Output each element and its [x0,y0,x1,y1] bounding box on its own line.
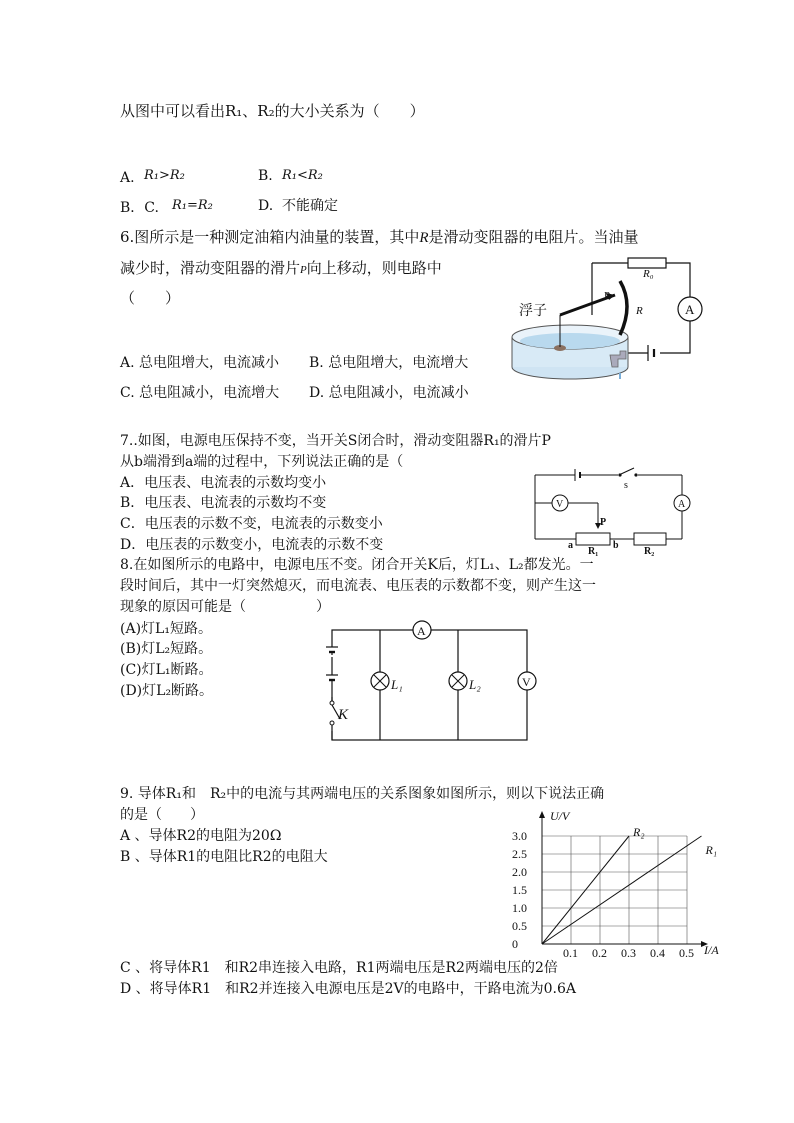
prev-question-stem: 从图中可以看出R₁、R₂的大小关系为（ ） [120,102,425,120]
q7-voltmeter-label: V [556,499,564,510]
q6-stem-line1 [120,227,639,248]
q9-option-d: D 、将导体R1 和R2并连接入电源电压是2V的电路中，干路电流为0.6A [120,981,576,997]
q9-ui-chart [500,808,730,958]
q8-ammeter-label: A [417,624,426,638]
q7-switch-label: s [624,480,628,491]
series-label: R₁ [705,843,718,857]
y-axis-label: U/V [550,809,570,823]
x-tick-label: 0.2 [592,946,607,960]
prev-option-c-text: R₁=R₂ [172,198,213,213]
prev-option-b-label: B. [258,168,273,184]
q7-option-a: A．电压表、电流表的示数均变小 [120,475,327,491]
chart-tick-labels [512,829,694,960]
series-label: R₂ [633,825,645,839]
q6-line2-p: P [300,264,307,276]
q7-end-a-label: a [568,540,573,551]
q7-end-b-label: b [613,540,619,551]
y-tick-label: 0 [512,937,518,951]
y-tick-label: 2.5 [512,847,527,861]
q6-line2-b: 向上移动，则电路中 [306,259,442,277]
q9-option-b: B 、导体R1的电阻比R2的电阻大 [120,849,328,865]
q9-stem-line2: 的是（ ） [120,807,204,823]
q6-stem-line2 [120,258,442,280]
q6-option-d: D. 总电阻减小，电流减小 [309,385,469,401]
q6-option-a: A. 总电阻增大，电流减小 [120,355,280,371]
chart-axes [539,811,708,947]
q8-stem-line1: 8.在如图所示的电路中，电源电压不变。闭合开关K后，灯L₁、L₂都发光。一 [120,557,594,573]
q8-l2-label: L₂ [469,677,481,692]
q7-stem-line1: 7..如图，电源电压保持不变，当开关S闭合时，滑动变阻器R₁的滑片P [120,433,551,449]
q6-line1-r: R [419,230,429,246]
q6-slider-p-label: P [604,290,611,302]
q7-stem-line2: 从b端滑到a端的过程中，下列说法正确的是（ [120,454,404,470]
q6-r-label: R [636,305,643,317]
prev-option-b-text: R₁<R₂ [282,168,323,183]
x-tick-label: 0.4 [650,946,665,960]
q6-ammeter-label: A [685,302,695,317]
q6-resistor-arc [620,281,627,335]
q7-option-b: B．电压表、电流表的示数均不变 [120,495,327,511]
q7-r2-resistor [634,533,666,545]
q9-stem-line1: 9. 导体R₁和 R₂中的电流与其两端电压的关系图象如图所示，则以下说法正确 [120,786,605,802]
q7-ammeter-label: A [678,499,686,510]
q7-slider-p-label: P [600,517,607,528]
q7-option-d: D．电压表的示数变小，电流表的示数不变 [120,537,384,553]
q8-stem-line3: 现象的原因可能是（ ） [120,599,330,615]
chart-grid [542,836,687,944]
y-tick-label: 3.0 [512,829,527,843]
q8-l1-label: L₁ [391,677,403,692]
q6-r0-resistor [628,258,666,268]
prev-option-a-text: R₁>R₂ [144,168,185,183]
q8-voltmeter-label: V [522,675,531,689]
q7-r1-resistor [576,533,610,545]
q8-option-d: (D)灯L₂断路。 [120,683,214,699]
q7-circuit-figure [530,455,700,555]
q6-option-b: B. 总电阻增大，电流增大 [309,355,469,371]
q6-float-label: 浮子 [519,303,547,319]
q7-r1-label: R₁ [588,546,599,557]
q6-option-c: C. 总电阻减小，电流增大 [120,385,280,401]
y-tick-label: 2.0 [512,865,527,879]
q8-stem-line2: 段时间后，其中一灯突然熄灭，而电流表、电压表的示数都不变，则产生这一 [120,578,596,594]
prev-option-a-label: A. [120,170,135,186]
x-tick-label: 0.3 [621,946,636,960]
x-axis-label: I/A [704,943,719,957]
q6-oil-gauge-figure [510,255,715,390]
q6-line2-a: 减少时，滑动变阻器的滑片 [120,259,301,277]
x-tick-label: 0.1 [563,946,578,960]
q8-option-b: (B)灯L₂短路。 [120,641,213,657]
q7-r2-label: R₂ [644,546,655,557]
q8-option-c: (C)灯L₁断路。 [120,662,213,678]
q8-option-a: (A)灯L₁短路。 [120,621,212,637]
q6-stem-line3: （ ） [120,289,181,307]
x-tick-label: 0.5 [679,946,694,960]
prev-option-d-label: D. [258,198,274,214]
q6-r0-label: R₀ [643,268,654,280]
q9-option-c: C 、将导体R1 和R2串连接入电路，R1两端电压是R2两端电压的2倍 [120,960,558,976]
y-tick-label: 1.5 [512,883,527,897]
q9-option-a: A 、导体R2的电阻为20Ω [120,828,282,844]
q8-switch-k-label: K [338,707,349,723]
prev-option-d-text: 不能确定 [282,198,338,214]
y-axis-arrow [539,811,545,818]
q8-circuit-figure [320,615,545,750]
y-tick-label: 0.5 [512,919,527,933]
q6-line1-a: 6.图所示是一种测定油箱内油量的装置，其中 [120,228,420,246]
q6-line1-b: 是滑动变阻器的电阻片。当油量 [428,228,639,246]
q7-option-c: C．电压表的示数不变，电流表的示数变小 [120,516,383,532]
prev-option-c-label: B．C. [120,200,159,216]
y-tick-label: 1.0 [512,901,527,915]
